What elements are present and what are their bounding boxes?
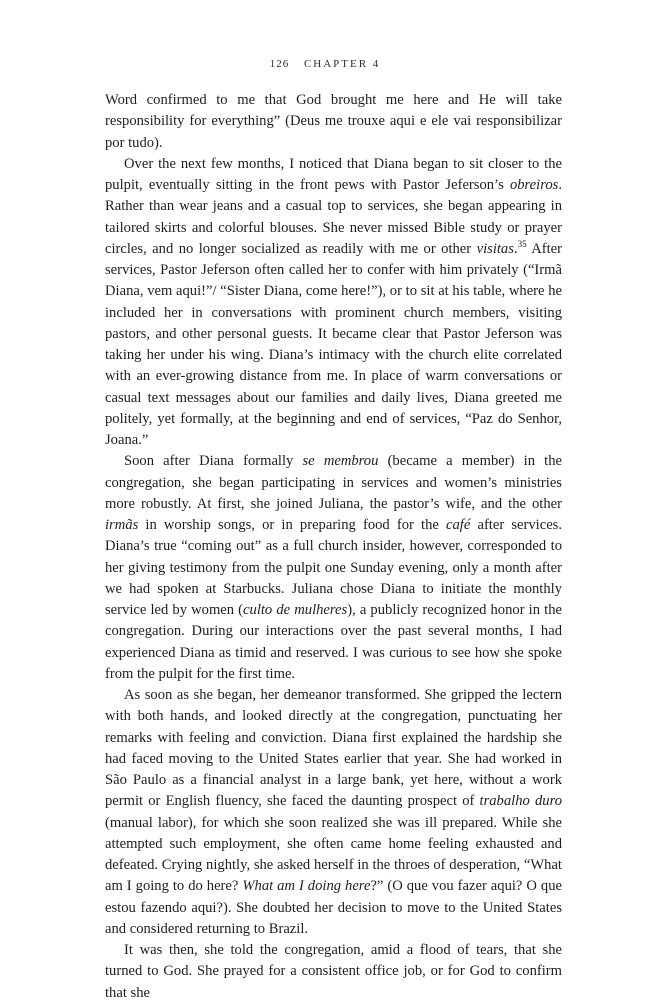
text-run: ?” (O que vou fazer aqui? O que estou fazendo aqui?). She doubted her decision to move to the United States and considered returning to Brazil. bbox=[105, 878, 562, 937]
text-run: in worship songs, or in preparing food for the bbox=[138, 517, 447, 533]
page-number: 126 bbox=[269, 58, 290, 70]
text-run: As soon as she began, her demeanor transformed. She gripped the lectern with both hands, and looked directly at the congregation, punctuating her remarks with feeling and conviction. Diana first explained the hardship she had faced moving to the United States earlier that year. She had worked in São Paulo as a financial analyst in a large bank, yet here, without a work permit or English fluency, she faced the daunting prospect of bbox=[105, 687, 562, 810]
text-run: Soon after Diana formally bbox=[124, 453, 303, 470]
paragraph bbox=[105, 940, 562, 1004]
paragraph bbox=[105, 685, 562, 940]
paragraph bbox=[105, 451, 562, 685]
italic-term: obreiros bbox=[509, 177, 559, 193]
text-run: (manual labor), for which she soon realized she was ill prepared. While she attempted such employment, she often came home feeling exhausted and defeated. Crying nightly, she asked herself in the throes of desperation, “What am I going to do here? bbox=[105, 814, 562, 895]
italic-term: culto de mulheres bbox=[243, 602, 348, 618]
italic-term: What am I doing here bbox=[242, 878, 371, 895]
footnote-ref[interactable]: 35 bbox=[517, 238, 527, 249]
text-run: ), a publicly recognized honor in the congregation. During our interactions over the past several months, I had experienced Diana as timid and reserved. I was curious to see how she spoke from the pulpit for the first time. bbox=[105, 602, 562, 682]
chapter-label: CHAPTER 4 bbox=[303, 58, 381, 70]
text-run: Word confirmed to me that God brought me here and He will take responsibility for everything” (Deus me trouxe aqui e ele vai responsibilizar por tudo). bbox=[105, 92, 562, 151]
italic-term: visitas bbox=[476, 240, 514, 257]
text-run: after services. Diana’s true “coming out” as a full church insider, however, corresponded to her giving testimony from the pulpit one Sunday evening, only a month after we had spoken at Starbucks. Juliana chose Diana to initiate the monthly service led by women ( bbox=[105, 517, 562, 618]
italic-term: trabalho duro bbox=[479, 793, 563, 810]
text-run: (became a member) in the congregation, she began participating in services and women’s ministries more robustly. At first, she joined Juliana, the pastor’s wife, and the other bbox=[105, 453, 562, 512]
running-head bbox=[0, 58, 650, 70]
italic-term: café bbox=[446, 517, 471, 533]
paragraph bbox=[105, 90, 562, 154]
body-text bbox=[105, 90, 562, 1004]
italic-term: se membrou bbox=[302, 453, 379, 470]
text-run: Over the next few months, I noticed that Diana began to sit closer to the pulpit, eventually sitting in the front pews with Pastor Jeferson’s bbox=[105, 155, 562, 193]
text-run: After services, Pastor Jeferson often called her to confer with him privately (“Irmã Diana, vem aqui!”/ “Sister Diana, come here!”), or to sit at his table, where he included her in conversations with prominent church members, visiting pastors, and other personal guests. It became clear that Pastor Jeferson was taking her under his wing. Diana’s intimacy with the church elite correlated with an ever-growing distance from me. In place of warm conversations or casual text messages about our families and daily lives, Diana greeted me politely, yet formally, at the beginning and end of services, “Paz do Senhor, Joana.” bbox=[105, 240, 563, 448]
text-run: It was then, she told the congregation, amid a flood of tears, that she turned to God. She prayed for a consistent office job, or for God to confirm that she bbox=[105, 942, 562, 1001]
italic-term: irmãs bbox=[105, 517, 139, 533]
text-run: . Rather than wear jeans and a casual top to services, she began appearing in tailored skirts and colorful blouses. She never missed Bible study or prayer circles, and no longer socialized as readily with me or other bbox=[105, 177, 562, 257]
paragraph: Over the next few months, I noticed that Diana began to sit closer to the pulpit, eventually sitting in the front pews with Pastor Jeferson’s obreiros. Rather than wear jeans and a casual top to services, she began appearing in tailored skirts and colorful blouses. She never missed Bible study or prayer circles, and no longer socialized as readily with me or other visitas.$^{35}$ After services, Pastor Jeferson often called her to confer with him privately (“Irmã Diana, vem aqui!”/ “Sister Diana, come here!”), or to sit at his table, where he included her in conversations with prominent church members, visiting pastors, and other personal guests. It became clear that Pastor Jeferson was taking her under his wing. Diana’s intimacy with the church elite correlated with an ever-growing distance from me. In place of warm conversations or casual text messages about our families and daily lives, Diana greeted me politely, yet formally, at the beginning and end of services, “Paz do Senhor, Joana.” bbox=[105, 155, 563, 448]
